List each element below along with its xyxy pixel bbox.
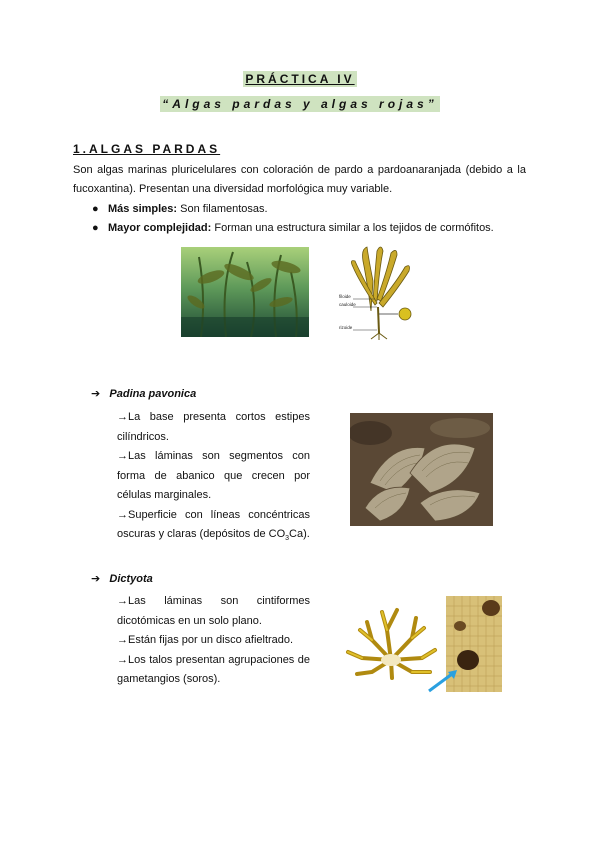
diagram-label-rizoide: rizoide — [339, 325, 353, 330]
species-padina-heading — [91, 387, 196, 400]
dictyota-description — [117, 592, 310, 690]
species-name: Padina pavonica — [109, 388, 197, 400]
practice-title — [0, 72, 600, 86]
diagram-label-filoide: filoide — [339, 294, 351, 299]
padina-description — [117, 408, 310, 549]
kelp-forest-photo — [181, 247, 309, 337]
section-heading: 1.ALGAS PARDAS — [73, 142, 221, 156]
bullet-label: Mayor complejidad: — [108, 222, 212, 234]
bullet-simple — [92, 202, 268, 216]
bullet-dot: ● — [92, 203, 99, 215]
bullet-complex — [92, 221, 494, 235]
bullet-label: Más simples: — [108, 203, 178, 215]
practice-subtitle-text: “Algas pardas y algas rojas” — [162, 97, 438, 111]
species-dictyota-heading — [91, 572, 153, 585]
practice-title-text: PRÁCTICA IV — [245, 72, 355, 86]
dictyota-line-2: →Están fijas por un disco afieltrado. — [117, 634, 294, 646]
arrow-icon: ➔ — [91, 388, 101, 400]
practice-subtitle — [0, 97, 600, 111]
padina-photo — [350, 413, 493, 526]
padina-line-1: →La base presenta cortos estipes cilíndricos. — [117, 411, 310, 443]
padina-line-3: →Superficie con líneas concéntricas oscuras y claras (depósitos de $CO_3Ca$). — [117, 508, 310, 543]
bullet-dot: ● — [92, 222, 99, 234]
pointer-arrow-icon — [426, 668, 460, 694]
kelp-structure-diagram — [339, 241, 429, 341]
intro-paragraph: Son algas marinas pluricelulares con coloración de pardo a pardoanaranjada (debido a la fucoxantina). Presentan una diversidad morfológica muy variable. — [73, 164, 526, 195]
species-name: Dictyota — [109, 573, 153, 585]
diagram-label-cauloide: cauloide — [339, 302, 356, 307]
dictyota-line-3: →Los talos presentan agrupaciones de gametangios (soros). — [117, 653, 310, 685]
bullet-text: Son filamentosas. — [177, 203, 268, 215]
padina-line-2: →Las láminas son segmentos con forma de abanico que crecen por células marginales. — [117, 450, 310, 501]
arrow-icon: ➔ — [91, 573, 101, 585]
bullet-text: Forman una estructura similar a los tejidos de cormófitos. — [211, 222, 494, 234]
dictyota-line-1: →Las láminas son cintiformes dicotómicas en un solo plano. — [117, 595, 310, 627]
